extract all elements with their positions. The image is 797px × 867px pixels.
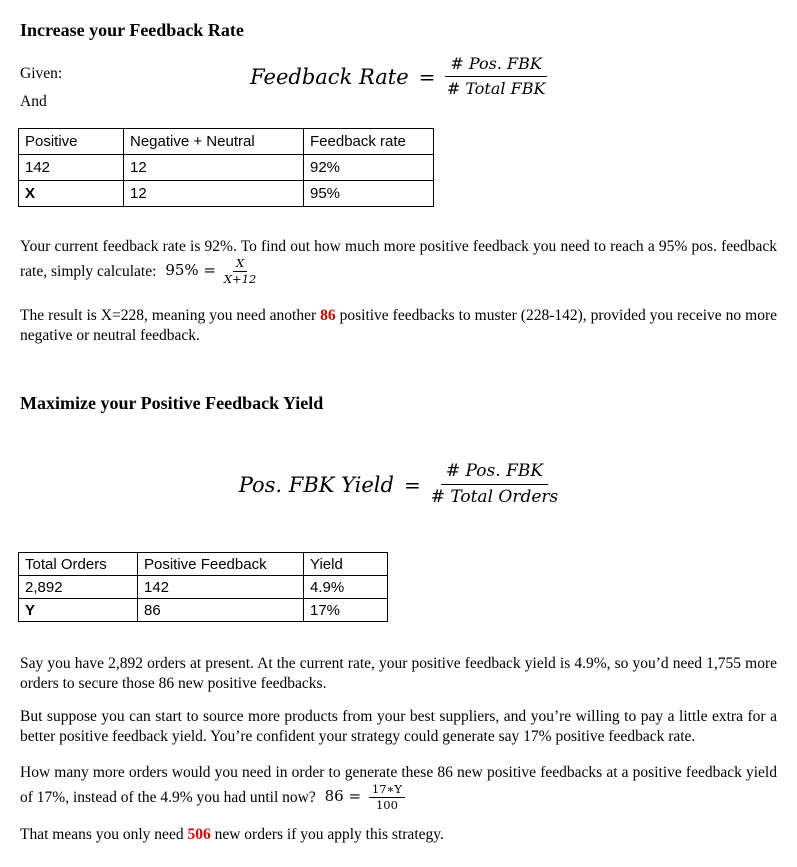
table-row <box>19 181 434 207</box>
header-cell-positive-feedback: Positive Feedback <box>138 553 304 576</box>
given-label: Given: <box>20 65 63 82</box>
para-result <box>20 306 777 345</box>
table-header-row <box>19 129 434 155</box>
header-cell-feedback-rate: Feedback rate <box>304 129 434 155</box>
inline-fraction-numerator: 17∗Y <box>369 783 405 799</box>
formula-lhs: Pos. FBK Yield <box>238 472 394 497</box>
fraction-denominator: # Total Orders <box>430 487 559 508</box>
section2-heading: Maximize your Positive Feedback Yield <box>20 393 324 413</box>
feedback-rate-formula <box>0 54 797 99</box>
feedback-rate-table <box>18 128 434 207</box>
inline-fraction-denominator: X+12 <box>223 272 257 287</box>
inline-fraction-numerator: X <box>233 257 247 273</box>
highlight-needed-orders: 506 <box>187 826 211 843</box>
and-label: And <box>20 93 47 110</box>
table-row <box>19 155 434 181</box>
para-question <box>20 763 777 813</box>
para-text: positive feedbacks to muster (228-142), provided you receive no more negative or neutral feedback. <box>20 307 777 344</box>
data-cell: 86 <box>138 599 304 622</box>
formula-fraction <box>445 54 546 99</box>
data-cell: 12 <box>124 155 304 181</box>
para-text: How many more orders would you need in order to generate these 86 new positive feedbacks at a positive feedback yield of 17%, instead of the 4.9% you had until now? <box>20 764 777 806</box>
header-cell-negative-neutral: Negative + Neutral <box>124 129 304 155</box>
para-orders-at-present: Say you have 2,892 orders at present. At the current rate, your positive feedback yield is 4.9%, so you’d need 1,755 more orders to secure those 86 new positive feedbacks. <box>20 655 777 692</box>
formula-fraction <box>431 461 559 509</box>
data-cell: 2,892 <box>19 576 138 599</box>
table-row <box>19 599 388 622</box>
fraction-numerator: # Pos. FBK <box>445 54 546 77</box>
fraction-numerator: # Pos. FBK <box>441 461 548 485</box>
para-text: The result is X=228, meaning you need another <box>20 307 321 324</box>
data-cell: 95% <box>304 181 434 207</box>
inline-fraction-denominator: 100 <box>375 798 398 813</box>
equals-sign: = <box>403 472 421 497</box>
table-row <box>19 576 388 599</box>
data-cell-unknown-y: Y <box>19 599 138 622</box>
para-answer <box>20 825 777 845</box>
inline-equation-lhs: 95% = <box>165 261 216 280</box>
para-text: Your current feedback rate is 92%. To find out how much more positive feedback you need to reach a 95% pos. feedback rate, simply calculate: <box>20 238 777 280</box>
para-current-rate <box>20 237 777 287</box>
formula-lhs: Feedback Rate <box>250 64 409 89</box>
data-cell: 17% <box>304 599 388 622</box>
header-cell-total-orders: Total Orders <box>19 553 138 576</box>
data-cell-unknown-x: X <box>19 181 124 207</box>
data-cell: 12 <box>124 181 304 207</box>
table-header-row <box>19 553 388 576</box>
inline-equation-lhs: 86 = <box>324 787 362 806</box>
header-cell-positive: Positive <box>19 129 124 155</box>
yield-table <box>18 552 388 622</box>
equals-sign: = <box>418 64 436 89</box>
data-cell: 142 <box>138 576 304 599</box>
inline-fraction <box>224 257 256 288</box>
inline-fraction <box>369 783 405 814</box>
fraction-denominator: # Total FBK <box>446 79 546 98</box>
data-cell: 92% <box>304 155 434 181</box>
para-text: That means you only need <box>20 826 188 843</box>
section1-heading: Increase your Feedback Rate <box>20 20 244 40</box>
para-suppose-strategy: But suppose you can start to source more products from your best suppliers, and you’re willing to pay a little extra for a better positive feedback yield. You’re confident your strategy could generate say 17% positive feedback rate. <box>20 708 777 745</box>
data-cell: 4.9% <box>304 576 388 599</box>
yield-formula <box>0 461 797 509</box>
para-text: new orders if you apply this strategy. <box>210 826 444 843</box>
data-cell: 142 <box>19 155 124 181</box>
highlight-needed-feedbacks: 86 <box>320 307 336 324</box>
header-cell-yield: Yield <box>304 553 388 576</box>
